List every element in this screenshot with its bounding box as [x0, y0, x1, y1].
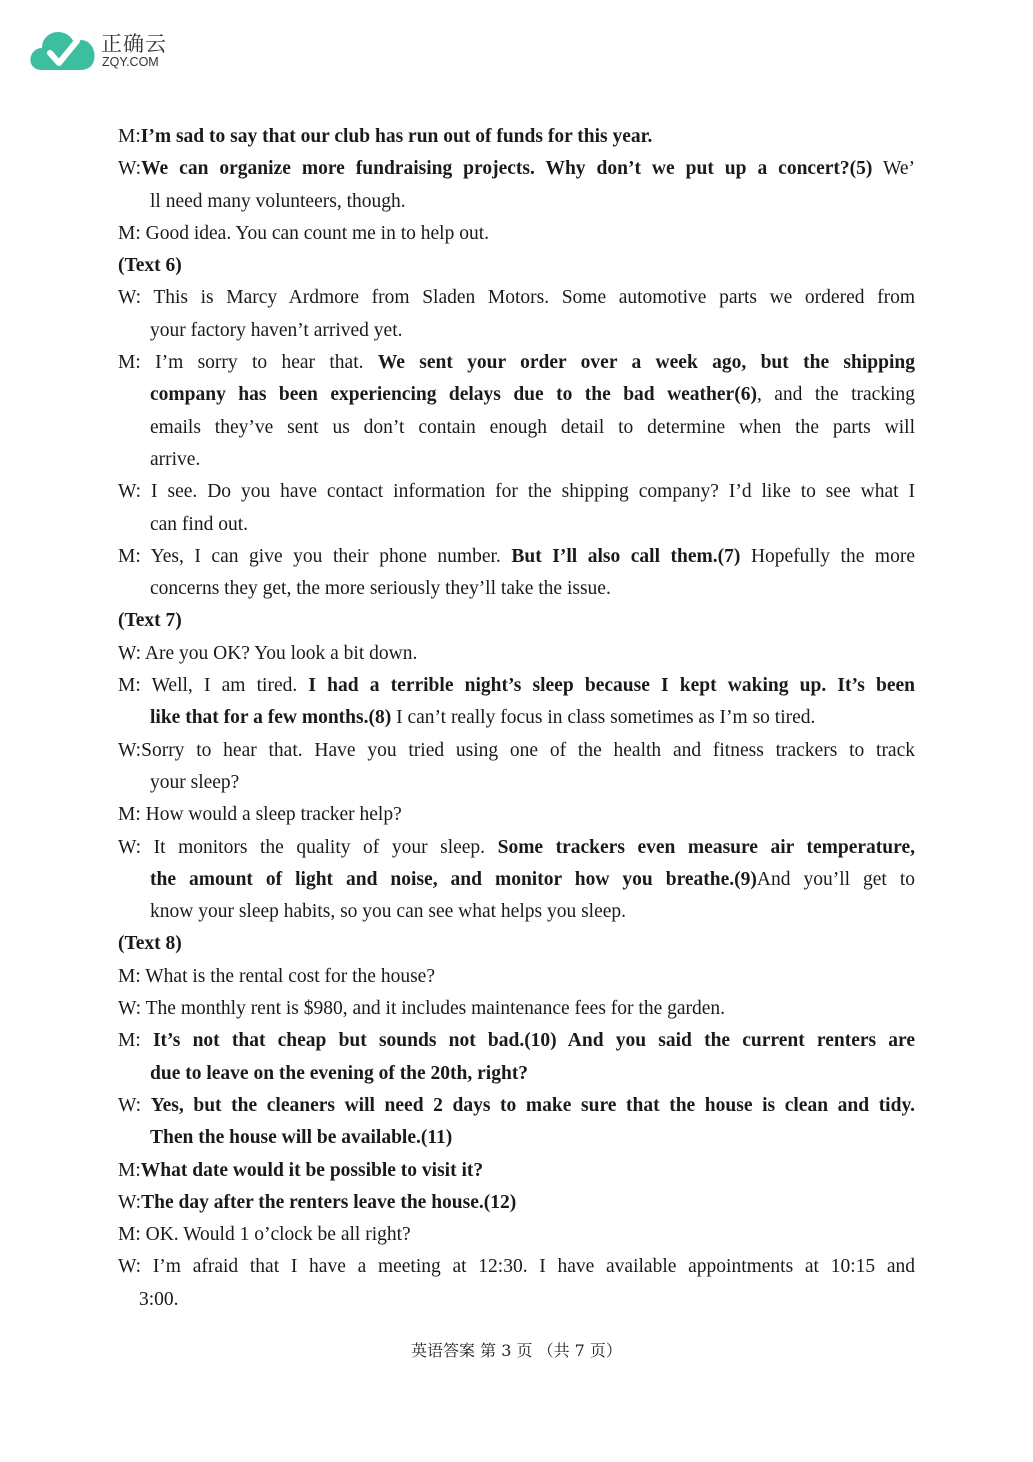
transcript-line: [118, 1025, 915, 1057]
cloud-check-icon: [28, 24, 98, 74]
transcript-line: [118, 1058, 915, 1090]
bold-answer-text: But I’ll also call them.(7): [511, 545, 741, 567]
transcript-line: [118, 993, 915, 1025]
line-text: W:Sorry to hear that. Have you tried using one of the health and fitness trackers to track: [118, 739, 915, 761]
line-text: W:: [118, 158, 142, 180]
bold-answer-text: I had a terrible night’s sleep because I kept waking up. It’s been: [308, 675, 915, 697]
transcript-line: [118, 670, 915, 702]
transcript-line: [118, 961, 915, 993]
bold-answer-text: company has been experiencing delays due to the bad weather(6): [150, 384, 757, 406]
line-text: M: How would a sleep tracker help?: [118, 804, 402, 826]
bold-answer-text: (Text 7): [118, 610, 182, 632]
transcript-line: [118, 541, 915, 573]
line-text: M:: [118, 1030, 153, 1052]
line-text: W:: [118, 1191, 142, 1213]
line-text: W: It monitors the quality of your sleep.: [118, 836, 498, 858]
bold-answer-text: What date would it be possible to visit it?: [140, 1159, 484, 1181]
transcript-line: [118, 153, 915, 185]
transcript-line: [118, 121, 915, 153]
line-text: 3:00.: [139, 1288, 179, 1310]
bold-answer-text: The day after the renters leave the house.(12): [141, 1191, 517, 1213]
line-text: know your sleep habits, so you can see what helps you sleep.: [150, 901, 627, 923]
bold-answer-text: like that for a few months.(8): [150, 707, 392, 729]
line-text: arrive.: [150, 448, 201, 470]
transcript-line: [118, 509, 915, 541]
transcript-line: [118, 832, 915, 864]
line-text: M:: [118, 126, 141, 147]
transcript-line: [118, 573, 915, 605]
transcript-line: [118, 1219, 915, 1251]
transcript-line: [118, 1251, 915, 1283]
transcript-line: [118, 799, 915, 831]
line-text: your factory haven’t arrived yet.: [150, 319, 403, 341]
transcript-line: [118, 1187, 915, 1219]
transcript-line: [118, 186, 915, 218]
line-text: W: This is Marcy Ardmore from Sladen Motors. Some automotive parts we ordered from: [118, 287, 915, 309]
line-text: M: Yes, I can give you their phone number.: [118, 545, 512, 567]
line-text: W: The monthly rent is $980, and it includes maintenance fees for the garden.: [118, 998, 726, 1020]
transcript-line: [118, 767, 915, 799]
bold-answer-text: Yes, but the cleaners will need 2 days to make sure that the house is clean and tidy.: [150, 1094, 915, 1116]
line-text: W: Are you OK? You look a bit down.: [118, 642, 418, 664]
line-text: I can’t really focus in class sometimes as I’m so tired.: [391, 707, 816, 729]
transcript-line: [118, 864, 915, 896]
transcript-line: [118, 605, 915, 637]
line-text: M: What is the rental cost for the house?: [118, 965, 435, 987]
line-text: M: OK. Would 1 o’clock be all right?: [118, 1224, 411, 1246]
transcript-line: [118, 347, 915, 379]
bold-answer-text: the amount of light and noise, and monitor how you breathe.(9): [150, 868, 757, 890]
bold-answer-text: Some trackers even measure air temperature,: [497, 836, 915, 858]
transcript-line: [118, 412, 915, 444]
transcript-line: [118, 1090, 915, 1122]
transcript-line: [118, 1284, 915, 1316]
transcript-line: [118, 379, 915, 411]
logo-domain-text: ZQY.COM: [102, 55, 159, 69]
page-footer: 英语答案 第 3 页 （共 7 页）: [411, 1341, 622, 1360]
transcript-line: [118, 315, 915, 347]
line-text: W: I’m afraid that I have a meeting at 12:30. I have available appointments at 10:15 and: [118, 1256, 915, 1278]
transcript-line: [118, 735, 915, 767]
line-text: ll need many volunteers, though.: [150, 190, 406, 212]
line-text: M: Well, I am tired.: [118, 675, 309, 697]
line-text: We’: [872, 158, 915, 180]
transcript-line: [118, 638, 915, 670]
line-text: M:: [118, 1159, 141, 1181]
transcript-line: [118, 282, 915, 314]
line-text: M: I’m sorry to hear that.: [118, 352, 378, 374]
transcript-line: [118, 702, 915, 734]
line-text: , and the tracking: [756, 384, 915, 406]
bold-answer-text: We sent your order over a week ago, but the shipping: [377, 352, 915, 374]
logo-brand-text: 正确云: [101, 32, 167, 56]
line-text: W: I see. Do you have contact information for the shipping company? I’d like to see what I: [118, 481, 915, 503]
line-text: M: Good idea. You can count me in to help out.: [118, 222, 490, 244]
transcript-body: [118, 121, 915, 1316]
transcript-line: [118, 896, 915, 928]
transcript-line: [118, 476, 915, 508]
line-text: Hopefully the more: [740, 545, 915, 567]
transcript-line: [118, 928, 915, 960]
zqy-logo: [28, 24, 188, 74]
line-text: can find out.: [150, 513, 249, 535]
bold-answer-text: We can organize more fundraising projects. Why don’t we put up a concert?(5): [141, 158, 873, 180]
bold-answer-text: I’m sad to say that our club has run out of funds for this year.: [140, 126, 653, 147]
line-text: emails they’ve sent us don’t contain enough detail to determine when the parts will: [150, 416, 915, 438]
bold-answer-text: It’s not that cheap but sounds not bad.(10) And you said the current renters are: [152, 1030, 915, 1052]
bold-answer-text: Then the house will be available.(11): [150, 1127, 453, 1149]
line-text: And you’ll get to: [756, 868, 916, 890]
transcript-line: [118, 218, 915, 250]
transcript-line: [118, 250, 915, 282]
transcript-line: [118, 444, 915, 476]
bold-answer-text: due to leave on the evening of the 20th, right?: [150, 1062, 529, 1084]
transcript-line: [118, 1122, 915, 1154]
line-text: W:: [118, 1094, 151, 1116]
transcript-line: [118, 1155, 915, 1187]
bold-answer-text: (Text 8): [118, 933, 182, 955]
line-text: your sleep?: [150, 771, 240, 793]
line-text: concerns they get, the more seriously they’ll take the issue.: [150, 578, 611, 600]
bold-answer-text: (Text 6): [118, 255, 182, 277]
